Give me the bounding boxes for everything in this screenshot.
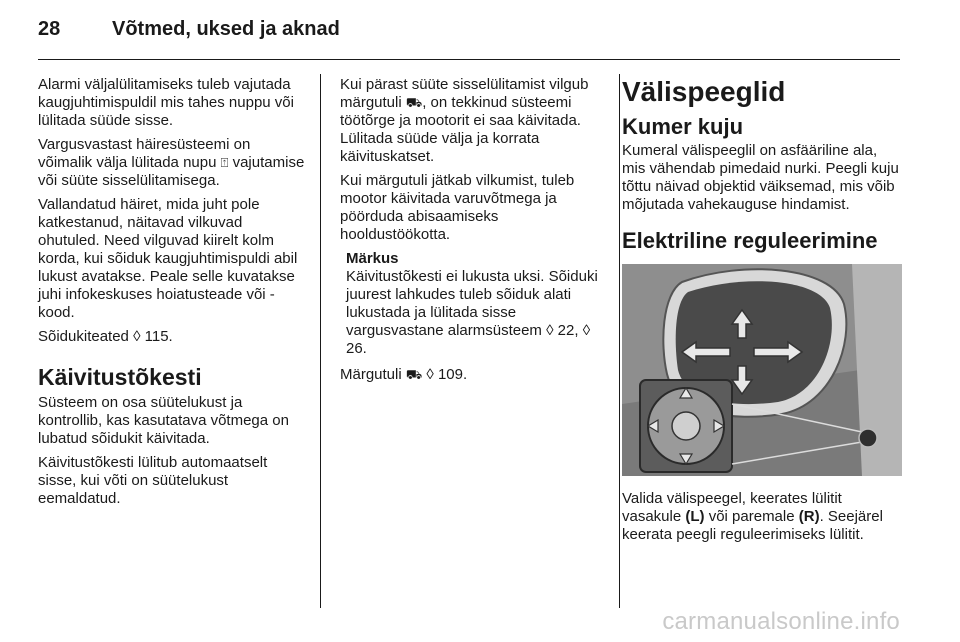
indicator-ref-text-b: ◊ 109. [422,366,468,383]
note-box [346,250,608,358]
page-title: Võtmed, uksed ja aknad [112,18,340,40]
vehicle-messages-ref: Sõidukiteated ◊ 115. [38,328,173,345]
page-header [0,0,960,60]
immobiliser-paragraph-1: Süsteem on osa süütelukust ja kontrollib, kas kasutatava võtmega on lubatud sõidukit käivitada. [38,394,289,447]
alarm-button-text-b: vajutamise või süüte sisselülitamisega. [38,154,305,189]
left-label: (L) [685,508,705,525]
warning-light-paragraph [340,76,608,166]
note-title: Märkus [346,250,399,267]
right-label: (R) [798,508,820,525]
alarm-off-paragraph: Alarmi väljalülitamiseks tuleb vajutada kaugjuhtimispuldil mis tahes nuppu või lülitada süüde sisse. [38,76,294,129]
mirror-adjustment-illustration [622,264,902,476]
exterior-mirrors-heading: Välispeeglid [622,76,786,107]
mirror-select-text-a: Valida välispeegel, keerates lülitit vasakule [622,490,842,525]
alarm-button-text-a: Vargusvastast häiresüsteemi on võimalik välja lülitada nupu [38,136,251,171]
column-middle [340,76,608,390]
lock-button-icon: ⍐ [220,155,229,170]
immobiliser-car-key-icon-2: ⛟ [405,367,423,382]
watermark: carmanualsonline.info [662,608,900,635]
mirror-select-paragraph [622,490,904,544]
convex-shape-heading: Kumer kuju [622,114,744,139]
alarm-button-paragraph [38,136,306,190]
immobiliser-paragraph-2: Käivitustõkesti lülitub automaatselt sisse, kui võti on süütelukust eemaldatud. [38,454,268,507]
warning-light-text-b: , on tekkinud süsteemi töötõrge ja mootorit ei saa käivitada. Lülitada süüde välja ja korrata käivituskatset. [340,94,581,165]
mirror-select-text-c: . Seejärel keerata peegli reguleerimiseks lülitit. [622,508,883,543]
note-text: Käivitustõkesti ei lukusta uksi. Sõiduki juurest lahkudes tuleb sõiduk alati lukustada ja lülitada sisse vargusvastane alarmsüsteem ◊ 22, ◊ 26. [346,268,598,357]
column-divider-2 [619,74,620,608]
indicator-ref-text-a: Märgutuli [340,366,406,383]
column-right [622,76,904,550]
page-number: 28 [38,18,61,40]
indicator-ref-paragraph [340,366,608,384]
immobiliser-car-key-icon: ⛟ [405,95,423,110]
spare-key-paragraph: Kui märgutuli jätkab vilkumist, tuleb mootor käivitada varuvõtmega ja pöörduda abisaamiseks hooldustöökotta. [340,172,575,243]
electric-adjustment-heading: Elektriline reguleerimine [622,228,878,253]
column-divider-1 [320,74,321,608]
header-divider [38,59,900,60]
convex-shape-paragraph: Kumeral välispeeglil on asfääriline ala, mis vähendab pimedaid nurki. Peegli kuju tõttu näivad objektid väiksemad, mis võib mõjutada vahekauguse hindamist. [622,142,899,213]
hazard-lights-paragraph: Vallandatud häiret, mida juht pole katkestanud, näitavad vilkuvad ohutuled. Need vilguvad kiirelt kolm korda, kui sõiduk kaugjuhtimispuldi abil lukust avatakse. Peale selle kuvatakse juhi infokeskuses hoiatusteade või -kood. [38,196,298,321]
warning-light-text-a: Kui pärast süüte sisselülitamist vilgub märgutuli [340,76,589,111]
column-left [38,76,306,514]
mirror-select-text-b: või paremale [704,508,799,525]
immobiliser-heading: Käivitustõkesti [38,364,202,390]
